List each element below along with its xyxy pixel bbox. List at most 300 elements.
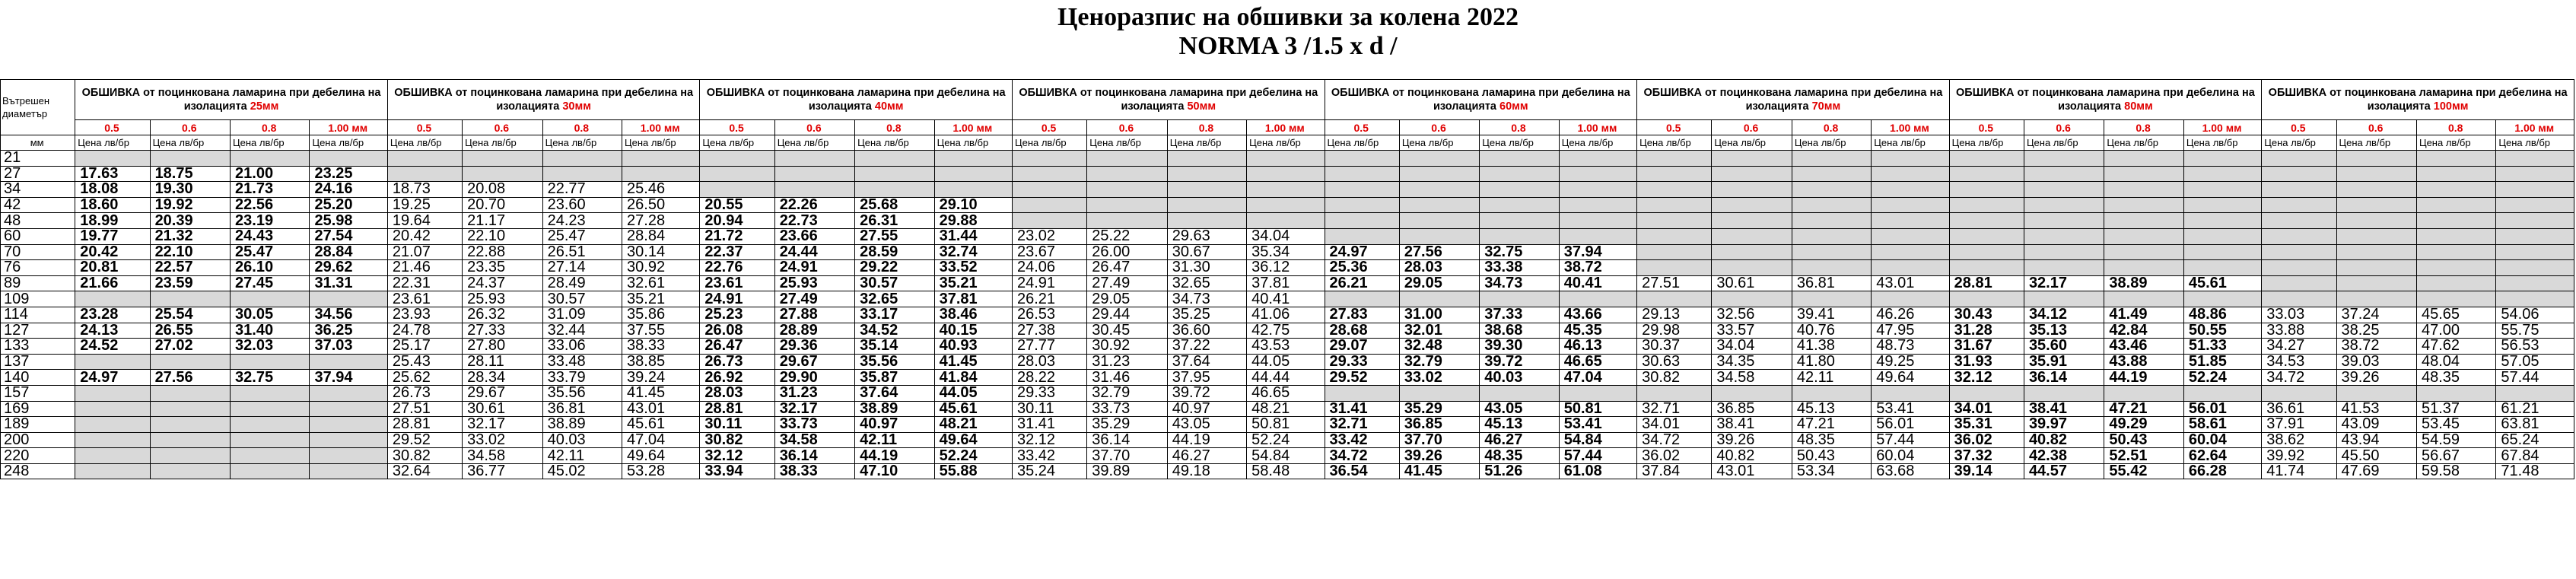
price-cell: 20.42: [75, 244, 150, 260]
empty-cell: [310, 417, 387, 433]
price-cell: 35.31: [1949, 417, 2024, 433]
price-cell: 47.04: [1559, 370, 1636, 386]
empty-cell: [150, 448, 230, 464]
price-cell: 48.35: [1480, 448, 1559, 464]
price-cell: 46.65: [1247, 385, 1325, 401]
price-cell: 35.21: [934, 275, 1012, 291]
price-cell: 31.30: [1167, 260, 1246, 276]
price-cell: 31.23: [1087, 354, 1167, 370]
empty-cell: [231, 151, 310, 167]
table-row: [1, 463, 2574, 479]
price-cell: 36.85: [1399, 417, 1479, 433]
price-cell: 31.93: [1949, 354, 2024, 370]
price-cell: 30.61: [463, 401, 542, 417]
empty-cell: [1949, 244, 2024, 260]
price-cell: 29.05: [1087, 291, 1167, 307]
empty-cell: [1949, 228, 2024, 244]
group-title: ОБШИВКА от поцинкована ламарина при дебелина на изолацията: [1956, 87, 2255, 113]
price-cell: 45.35: [1559, 323, 1636, 339]
empty-cell: [2262, 151, 2336, 167]
price-cell: 56.53: [2496, 339, 2574, 355]
price-cell: 31.46: [1087, 370, 1167, 386]
empty-cell: [1247, 151, 1325, 167]
diameter-cell: 220: [1, 448, 75, 464]
price-cell: 36.77: [463, 463, 542, 479]
price-cell: 35.13: [2024, 323, 2104, 339]
price-cell: 24.97: [1325, 244, 1399, 260]
price-cell: 39.26: [1712, 432, 1792, 448]
empty-cell: [1559, 213, 1636, 229]
empty-cell: [150, 291, 230, 307]
unit-label: Цена лв/бр: [150, 135, 230, 151]
sheet-thickness: 0.8: [542, 120, 622, 135]
empty-cell: [2336, 385, 2416, 401]
price-cell: 29.07: [1325, 339, 1399, 355]
price-cell: 53.41: [1872, 401, 1949, 417]
price-cell: 39.30: [1480, 339, 1559, 355]
empty-cell: [1012, 197, 1086, 213]
empty-cell: [1087, 151, 1167, 167]
price-cell: 26.51: [542, 244, 622, 260]
unit-label: Цена лв/бр: [1792, 135, 1871, 151]
price-cell: 18.60: [75, 197, 150, 213]
empty-cell: [2496, 166, 2574, 182]
empty-cell: [2336, 151, 2416, 167]
empty-cell: [150, 463, 230, 479]
empty-cell: [2416, 385, 2495, 401]
group-header-2: [700, 80, 1013, 120]
price-cell: 28.22: [1012, 370, 1086, 386]
unit-label: Цена лв/бр: [1949, 135, 2024, 151]
empty-cell: [1480, 213, 1559, 229]
unit-label: Цена лв/бр: [1637, 135, 1712, 151]
group-header-6: [1949, 80, 2262, 120]
empty-cell: [622, 151, 700, 167]
price-cell: 35.29: [1087, 417, 1167, 433]
price-cell: 33.42: [1012, 448, 1086, 464]
insulation-thickness: 100мм: [2433, 100, 2469, 113]
empty-cell: [1480, 166, 1559, 182]
price-cell: 43.01: [622, 401, 700, 417]
empty-cell: [310, 401, 387, 417]
price-cell: 34.52: [855, 323, 934, 339]
price-cell: 52.24: [2183, 370, 2261, 386]
empty-cell: [1325, 228, 1399, 244]
price-cell: 30.37: [1637, 339, 1712, 355]
empty-cell: [2262, 197, 2336, 213]
empty-cell: [1949, 182, 2024, 198]
price-cell: 27.02: [150, 339, 230, 355]
empty-cell: [1872, 291, 1949, 307]
price-cell: 33.02: [1399, 370, 1479, 386]
empty-cell: [463, 166, 542, 182]
price-cell: 28.03: [1012, 354, 1086, 370]
group-title: ОБШИВКА от поцинкована ламарина при дебелина на изолацията: [1331, 87, 1630, 113]
price-cell: 25.62: [387, 370, 462, 386]
price-cell: 41.74: [2262, 463, 2336, 479]
price-cell: 23.35: [463, 260, 542, 276]
empty-cell: [2183, 244, 2261, 260]
price-cell: 31.41: [1325, 401, 1399, 417]
unit-label: Цена лв/бр: [2496, 135, 2574, 151]
sheet-thickness: 0.5: [1637, 120, 1712, 135]
empty-cell: [1637, 244, 1712, 260]
price-cell: 33.52: [934, 260, 1012, 276]
price-cell: 27.77: [1012, 339, 1086, 355]
price-cell: 39.24: [622, 370, 700, 386]
table-row: [1, 228, 2574, 244]
empty-cell: [2183, 260, 2261, 276]
empty-cell: [231, 432, 310, 448]
price-cell: 54.06: [2496, 307, 2574, 323]
empty-cell: [1559, 151, 1636, 167]
unit-label: Цена лв/бр: [1167, 135, 1246, 151]
unit-label: Цена лв/бр: [231, 135, 310, 151]
empty-cell: [2416, 213, 2495, 229]
price-cell: 30.05: [231, 307, 310, 323]
empty-cell: [1712, 166, 1792, 182]
empty-cell: [1167, 213, 1246, 229]
price-cell: 40.76: [1792, 323, 1871, 339]
price-cell: 48.04: [2416, 354, 2495, 370]
price-cell: 32.75: [231, 370, 310, 386]
table-row: [1, 260, 2574, 276]
empty-cell: [2336, 260, 2416, 276]
empty-cell: [1712, 244, 1792, 260]
price-cell: 37.81: [1247, 275, 1325, 291]
price-cell: 48.35: [1792, 432, 1871, 448]
group-title: ОБШИВКА от поцинкована ламарина при дебелина на изолацията: [394, 87, 694, 113]
price-cell: 20.70: [463, 197, 542, 213]
empty-cell: [1399, 385, 1479, 401]
unit-label: Цена лв/бр: [75, 135, 150, 151]
price-cell: 26.00: [1087, 244, 1167, 260]
price-cell: 60.04: [2183, 432, 2261, 448]
empty-cell: [1792, 151, 1871, 167]
price-cell: 58.61: [2183, 417, 2261, 433]
price-cell: 32.03: [231, 339, 310, 355]
price-cell: 24.91: [700, 291, 774, 307]
unit-label: Цена лв/бр: [1247, 135, 1325, 151]
price-cell: 36.14: [774, 448, 854, 464]
price-cell: 34.72: [1637, 432, 1712, 448]
empty-cell: [1637, 197, 1712, 213]
sheet-thickness: 0.6: [1712, 120, 1792, 135]
price-cell: 33.88: [2262, 323, 2336, 339]
price-cell: 50.81: [1559, 401, 1636, 417]
price-cell: 18.75: [150, 166, 230, 182]
empty-cell: [1399, 213, 1479, 229]
empty-cell: [2496, 151, 2574, 167]
price-cell: 44.57: [2024, 463, 2104, 479]
price-cell: 26.31: [855, 213, 934, 229]
empty-cell: [2104, 385, 2183, 401]
price-cell: 39.72: [1480, 354, 1559, 370]
sheet-thickness: 1.00 мм: [310, 120, 387, 135]
diameter-cell: 189: [1, 417, 75, 433]
empty-cell: [1712, 151, 1792, 167]
empty-cell: [2416, 197, 2495, 213]
empty-cell: [75, 448, 150, 464]
price-cell: 28.49: [542, 275, 622, 291]
price-cell: 30.92: [1087, 339, 1167, 355]
price-cell: 49.64: [934, 432, 1012, 448]
price-cell: 46.27: [1480, 432, 1559, 448]
price-cell: 24.44: [774, 244, 854, 260]
empty-cell: [2024, 213, 2104, 229]
price-cell: 28.84: [622, 228, 700, 244]
insulation-thickness: 25мм: [250, 100, 279, 113]
empty-cell: [2496, 275, 2574, 291]
price-cell: 38.68: [1480, 323, 1559, 339]
unit-label: Цена лв/бр: [774, 135, 854, 151]
unit-label: Цена лв/бр: [2183, 135, 2261, 151]
price-cell: 42.75: [1247, 323, 1325, 339]
price-cell: 40.82: [2024, 432, 2104, 448]
price-cell: 18.08: [75, 182, 150, 198]
insulation-thickness: 50мм: [1187, 100, 1216, 113]
price-cell: 24.16: [310, 182, 387, 198]
empty-cell: [1637, 260, 1712, 276]
empty-cell: [1637, 166, 1712, 182]
table-row: [1, 182, 2574, 198]
price-cell: 35.86: [622, 307, 700, 323]
price-cell: 25.23: [700, 307, 774, 323]
price-cell: 27.45: [231, 275, 310, 291]
price-cell: 35.56: [542, 385, 622, 401]
empty-cell: [1792, 291, 1871, 307]
price-cell: 35.91: [2024, 354, 2104, 370]
sheet-thickness: 0.5: [1949, 120, 2024, 135]
empty-cell: [75, 417, 150, 433]
diameter-header-label: Вътрешен диаметър: [2, 95, 50, 119]
empty-cell: [1872, 228, 1949, 244]
empty-cell: [2496, 244, 2574, 260]
price-cell: 25.93: [774, 275, 854, 291]
empty-cell: [1792, 197, 1871, 213]
price-cell: 29.52: [387, 432, 462, 448]
empty-cell: [700, 166, 774, 182]
diameter-cell: 109: [1, 291, 75, 307]
price-cell: 33.03: [2262, 307, 2336, 323]
price-cell: 24.23: [542, 213, 622, 229]
price-cell: 23.61: [700, 275, 774, 291]
price-cell: 53.28: [622, 463, 700, 479]
empty-cell: [1325, 151, 1399, 167]
empty-cell: [2183, 291, 2261, 307]
price-cell: 26.73: [387, 385, 462, 401]
price-cell: 38.72: [2336, 339, 2416, 355]
price-table: [0, 79, 2574, 479]
price-cell: 32.56: [1712, 307, 1792, 323]
empty-cell: [622, 166, 700, 182]
price-cell: 49.25: [1872, 354, 1949, 370]
price-cell: 43.88: [2104, 354, 2183, 370]
price-cell: 36.60: [1167, 323, 1246, 339]
empty-cell: [310, 432, 387, 448]
price-cell: 63.81: [2496, 417, 2574, 433]
price-cell: 29.33: [1012, 385, 1086, 401]
empty-cell: [150, 151, 230, 167]
price-cell: 42.84: [2104, 323, 2183, 339]
empty-cell: [2183, 385, 2261, 401]
empty-cell: [1247, 213, 1325, 229]
sheet-thickness: 1.00 мм: [1872, 120, 1949, 135]
empty-cell: [2416, 182, 2495, 198]
price-cell: 26.08: [700, 323, 774, 339]
empty-cell: [1792, 166, 1871, 182]
empty-cell: [1949, 166, 2024, 182]
unit-label: Цена лв/бр: [855, 135, 934, 151]
empty-cell: [2024, 291, 2104, 307]
sheet-thickness: 1.00 мм: [2183, 120, 2261, 135]
price-cell: 47.69: [2336, 463, 2416, 479]
sheet-thickness: 0.6: [774, 120, 854, 135]
price-cell: 31.09: [542, 307, 622, 323]
empty-cell: [2104, 182, 2183, 198]
empty-cell: [1637, 291, 1712, 307]
empty-cell: [1637, 182, 1712, 198]
price-cell: 29.22: [855, 260, 934, 276]
sheet-thickness: 0.8: [2104, 120, 2183, 135]
empty-cell: [75, 291, 150, 307]
price-cell: 48.35: [2416, 370, 2495, 386]
empty-cell: [2262, 213, 2336, 229]
price-cell: 30.92: [622, 260, 700, 276]
price-cell: 22.88: [463, 244, 542, 260]
price-cell: 60.04: [1872, 448, 1949, 464]
price-cell: 26.47: [1087, 260, 1167, 276]
table-row: [1, 354, 2574, 370]
price-cell: 28.34: [463, 370, 542, 386]
price-cell: 56.67: [2416, 448, 2495, 464]
empty-cell: [2183, 228, 2261, 244]
price-cell: 28.81: [1949, 275, 2024, 291]
empty-cell: [1399, 166, 1479, 182]
price-cell: 40.82: [1712, 448, 1792, 464]
price-cell: 67.84: [2496, 448, 2574, 464]
price-cell: 62.64: [2183, 448, 2261, 464]
empty-cell: [1480, 151, 1559, 167]
empty-cell: [1949, 260, 2024, 276]
price-cell: 39.03: [2336, 354, 2416, 370]
empty-cell: [1712, 260, 1792, 276]
diameter-cell: 34: [1, 182, 75, 198]
price-cell: 30.57: [542, 291, 622, 307]
empty-cell: [1087, 213, 1167, 229]
empty-cell: [1559, 385, 1636, 401]
price-cell: 32.01: [1399, 323, 1479, 339]
empty-cell: [1872, 182, 1949, 198]
price-cell: 23.59: [150, 275, 230, 291]
empty-cell: [75, 432, 150, 448]
price-cell: 29.05: [1399, 275, 1479, 291]
price-cell: 37.94: [310, 370, 387, 386]
price-cell: 40.97: [1167, 401, 1246, 417]
price-cell: 37.91: [2262, 417, 2336, 433]
price-cell: 20.42: [387, 228, 462, 244]
price-cell: 30.82: [1637, 370, 1712, 386]
price-cell: 38.62: [2262, 432, 2336, 448]
sheet-thickness: 0.8: [1792, 120, 1871, 135]
price-cell: 34.73: [1480, 275, 1559, 291]
price-cell: 23.61: [387, 291, 462, 307]
price-cell: 41.80: [1792, 354, 1871, 370]
price-cell: 35.24: [1012, 463, 1086, 479]
price-cell: 28.03: [700, 385, 774, 401]
price-cell: 31.28: [1949, 323, 2024, 339]
price-cell: 29.36: [774, 339, 854, 355]
sheet-thickness: 0.5: [1325, 120, 1399, 135]
empty-cell: [1012, 182, 1086, 198]
price-cell: 58.48: [1247, 463, 1325, 479]
price-cell: 51.85: [2183, 354, 2261, 370]
unit-label: Цена лв/бр: [2416, 135, 2495, 151]
price-cell: 47.10: [855, 463, 934, 479]
empty-cell: [1637, 385, 1712, 401]
empty-cell: [2416, 260, 2495, 276]
price-cell: 36.61: [2262, 401, 2336, 417]
price-cell: 61.08: [1559, 463, 1636, 479]
price-cell: 51.26: [1480, 463, 1559, 479]
price-cell: 52.24: [1247, 432, 1325, 448]
price-cell: 31.23: [774, 385, 854, 401]
empty-cell: [150, 417, 230, 433]
price-cell: 28.89: [774, 323, 854, 339]
diameter-cell: 27: [1, 166, 75, 182]
empty-cell: [387, 151, 462, 167]
price-cell: 22.10: [150, 244, 230, 260]
empty-cell: [2262, 182, 2336, 198]
price-cell: 38.25: [2336, 323, 2416, 339]
empty-cell: [1247, 166, 1325, 182]
price-cell: 22.26: [774, 197, 854, 213]
price-cell: 29.33: [1325, 354, 1399, 370]
price-cell: 26.10: [231, 260, 310, 276]
price-cell: 36.81: [1792, 275, 1871, 291]
price-cell: 39.97: [2024, 417, 2104, 433]
empty-cell: [1872, 151, 1949, 167]
sheet-thickness: 0.5: [1012, 120, 1086, 135]
price-cell: 30.43: [1949, 307, 2024, 323]
empty-cell: [2262, 244, 2336, 260]
empty-cell: [231, 385, 310, 401]
price-cell: 19.92: [150, 197, 230, 213]
price-cell: 24.43: [231, 228, 310, 244]
price-cell: 41.45: [622, 385, 700, 401]
empty-cell: [1712, 228, 1792, 244]
empty-cell: [2104, 228, 2183, 244]
price-cell: 23.60: [542, 197, 622, 213]
price-cell: 32.65: [1167, 275, 1246, 291]
empty-cell: [2496, 291, 2574, 307]
price-cell: 34.73: [1167, 291, 1246, 307]
sheet-thickness: 1.00 мм: [1247, 120, 1325, 135]
price-cell: 33.06: [542, 339, 622, 355]
table-row: [1, 166, 2574, 182]
price-cell: 44.05: [1247, 354, 1325, 370]
price-cell: 31.67: [1949, 339, 2024, 355]
price-cell: 40.41: [1247, 291, 1325, 307]
price-cell: 25.54: [150, 307, 230, 323]
price-cell: 36.14: [2024, 370, 2104, 386]
price-cell: 22.56: [231, 197, 310, 213]
price-cell: 30.82: [700, 432, 774, 448]
price-cell: 45.50: [2336, 448, 2416, 464]
empty-cell: [1559, 291, 1636, 307]
price-cell: 56.01: [1872, 417, 1949, 433]
unit-label: Цена лв/бр: [1480, 135, 1559, 151]
